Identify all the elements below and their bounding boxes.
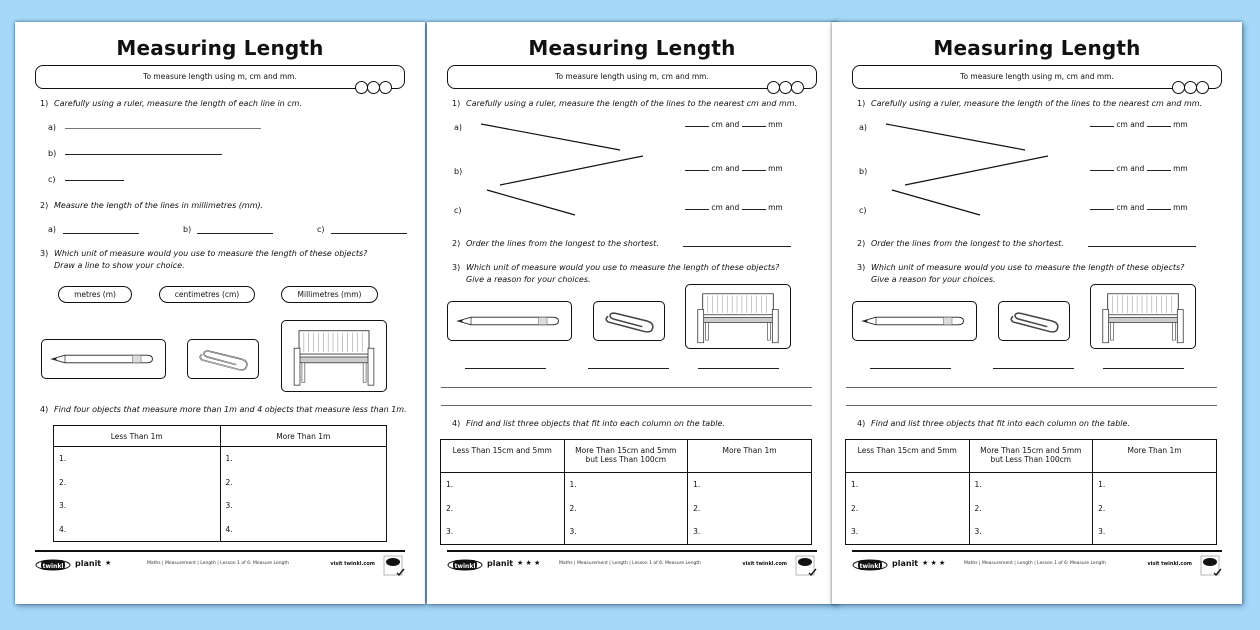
answer-table: [440, 439, 812, 545]
pencil-image-box: [447, 301, 572, 341]
unit-pill-metres[interactable]: metres (m): [58, 286, 132, 303]
reason-line-pencil[interactable]: [465, 368, 546, 369]
item-label-b: b): [454, 167, 463, 176]
item-label-a: a): [859, 123, 868, 132]
paperclip-image-box: [187, 339, 259, 379]
paperclip-icon: [999, 302, 1069, 340]
question-1: 1) Carefully using a ruler, measure the length of the lines to the nearest cm and mm.: [452, 99, 798, 108]
question-4: 4) Find and list three objects that fit into each column on the table.: [452, 419, 725, 428]
answer-cell[interactable]: 1. 2. 3.: [688, 473, 812, 545]
writing-line[interactable]: [846, 387, 1217, 388]
visit-link[interactable]: visit twinkl.com: [330, 561, 375, 567]
item-label-c: c): [317, 225, 325, 234]
pencil-icon: [448, 302, 571, 340]
quality-badge-icon: [1200, 555, 1222, 577]
unit-pill-centimetres[interactable]: centimetres (cm): [159, 286, 255, 303]
quality-badge-icon: [795, 555, 817, 577]
paperclip-image-box: [593, 301, 665, 341]
question-2: 2) Measure the length of the lines in millimetres (mm).: [40, 201, 264, 210]
quality-badge-icon: [383, 555, 405, 577]
answer-cell[interactable]: 1. 2. 3. 4.: [54, 447, 221, 542]
answer-cell[interactable]: 1. 2. 3. 4.: [220, 447, 387, 542]
measure-line-c: [65, 180, 124, 181]
lesson-breadcrumb: Maths | Measurement | Length | Lesson 1 of 6: Measure Length: [147, 561, 290, 566]
item-label-b: b): [859, 167, 868, 176]
reason-line-paperclip[interactable]: [993, 368, 1074, 369]
twinkl-logo-icon: [447, 557, 483, 573]
column-header: More Than 15cm and 5mm but Less Than 100cm: [564, 440, 688, 473]
footer-divider: [447, 550, 817, 552]
column-header: More Than 1m: [220, 426, 387, 447]
answer-line-c[interactable]: [331, 233, 407, 234]
footer-divider: [852, 550, 1222, 552]
question-2: 2) Order the lines from the longest to the shortest.: [452, 239, 659, 248]
objective-text: To measure length using m, cm and mm.: [960, 72, 1114, 81]
page-title: Measuring Length: [933, 36, 1141, 60]
answer-table: [53, 425, 387, 542]
bench-icon: [282, 321, 386, 391]
item-label-c: c): [48, 175, 56, 184]
worksheet-page-3: [832, 22, 1242, 604]
paperclip-icon: [594, 302, 664, 340]
lesson-breadcrumb: Maths | Measurement | Length | Lesson 1 of 6: Measure Length: [964, 561, 1107, 566]
column-header: More Than 1m: [688, 440, 812, 473]
answer-row-b[interactable]: cm and mm: [685, 164, 783, 173]
difficulty-stars: ★ ★ ★: [922, 559, 946, 567]
page-footer: [447, 555, 817, 577]
difficulty-stars: ★: [105, 559, 112, 567]
item-label-c: c): [454, 206, 462, 215]
page-footer: [852, 555, 1222, 577]
success-criteria-dots: [356, 81, 392, 94]
bench-image-box: [685, 284, 791, 349]
question-4: 4) Find and list three objects that fit into each column on the table.: [857, 419, 1130, 428]
twinkl-logo-icon: [35, 557, 71, 573]
slanted-lines: [832, 22, 1242, 252]
learning-objective: [35, 65, 405, 89]
item-label-c: c): [859, 206, 867, 215]
bench-image-box: [281, 320, 387, 392]
column-header: Less Than 1m: [54, 426, 221, 447]
order-answer-line[interactable]: [683, 246, 791, 247]
paperclip-image-box: [998, 301, 1070, 341]
visit-link[interactable]: visit twinkl.com: [742, 561, 787, 567]
column-header: More Than 15cm and 5mm but Less Than 100cm: [969, 440, 1093, 473]
answer-row-a[interactable]: cm and mm: [1090, 120, 1188, 129]
bench-image-box: [1090, 284, 1196, 349]
answer-cell[interactable]: 1. 2. 3.: [969, 473, 1093, 545]
answer-line-a[interactable]: [63, 233, 139, 234]
item-label-a: a): [48, 123, 57, 132]
bench-icon: [686, 285, 790, 348]
answer-table: [845, 439, 1217, 545]
unit-pill-millimetres[interactable]: Millimetres (mm): [281, 286, 378, 303]
planit-label: planit: [892, 559, 919, 568]
bench-icon: [1091, 285, 1195, 348]
reason-line-bench[interactable]: [1103, 368, 1184, 369]
visit-link[interactable]: visit twinkl.com: [1147, 561, 1192, 567]
slanted-lines: [427, 22, 837, 252]
question-3: 3) Which unit of measure would you use to measure the length of these objects? Give a reason for your choices.: [857, 263, 1185, 284]
reason-line-paperclip[interactable]: [588, 368, 669, 369]
reason-line-pencil[interactable]: [870, 368, 951, 369]
item-label-b: b): [183, 225, 192, 234]
reason-line-bench[interactable]: [698, 368, 779, 369]
planit-label: planit: [75, 559, 102, 568]
twinkl-logo-icon: [852, 557, 888, 573]
svg-text:twinkl: twinkl: [859, 563, 881, 570]
item-label-a: a): [454, 123, 463, 132]
page-title: Measuring Length: [116, 36, 324, 60]
question-3: 3) Which unit of measure would you use to measure the length of these objects? Draw a line to show your choice.: [40, 249, 368, 270]
measure-line-b: [65, 154, 222, 155]
planit-label: planit: [487, 559, 514, 568]
paperclip-icon: [188, 340, 258, 378]
lesson-breadcrumb: Maths | Measurement | Length | Lesson 1 of 6: Measure Length: [559, 561, 702, 566]
objective-text: To measure length using m, cm and mm.: [555, 72, 709, 81]
footer-divider: [35, 550, 405, 552]
svg-text:twinkl: twinkl: [42, 563, 64, 570]
column-header: Less Than 15cm and 5mm: [846, 440, 970, 473]
worksheet-page-2: [427, 22, 837, 604]
answer-row-b[interactable]: cm and mm: [1090, 164, 1188, 173]
difficulty-stars: ★ ★ ★: [517, 559, 541, 567]
column-header: More Than 1m: [1093, 440, 1217, 473]
answer-row-c[interactable]: cm and mm: [685, 203, 783, 212]
page-footer: [35, 555, 405, 577]
pencil-icon: [853, 302, 976, 340]
writing-line[interactable]: [441, 387, 812, 388]
answer-cell[interactable]: 1. 2. 3.: [441, 473, 565, 545]
answer-line-b[interactable]: [197, 233, 273, 234]
column-header: Less Than 15cm and 5mm: [441, 440, 565, 473]
item-label-a: a): [48, 225, 57, 234]
svg-text:twinkl: twinkl: [454, 563, 476, 570]
question-3: 3) Which unit of measure would you use to measure the length of these objects? Give a reason for your choices.: [452, 263, 780, 284]
writing-line[interactable]: [441, 405, 812, 406]
objective-text: To measure length using m, cm and mm.: [143, 72, 297, 81]
answer-cell[interactable]: 1. 2. 3.: [846, 473, 970, 545]
question-2: 2) Order the lines from the longest to the shortest.: [857, 239, 1064, 248]
measure-line-a: [65, 128, 261, 129]
order-answer-line[interactable]: [1088, 246, 1196, 247]
answer-cell[interactable]: 1. 2. 3.: [564, 473, 688, 545]
page-title: Measuring Length: [528, 36, 736, 60]
answer-row-c[interactable]: cm and mm: [1090, 203, 1188, 212]
answer-row-a[interactable]: cm and mm: [685, 120, 783, 129]
pencil-image-box: [41, 339, 166, 379]
writing-line[interactable]: [846, 405, 1217, 406]
worksheet-page-1: [15, 22, 425, 604]
item-label-b: b): [48, 149, 57, 158]
question-4: 4) Find four objects that measure more than 1m and 4 objects that measure less than 1m.: [40, 405, 407, 414]
question-1: 1) Carefully using a ruler, measure the length of each line in cm.: [40, 99, 303, 108]
question-1: 1) Carefully using a ruler, measure the length of the lines to the nearest cm and mm.: [857, 99, 1203, 108]
answer-cell[interactable]: 1. 2. 3.: [1093, 473, 1217, 545]
pencil-image-box: [852, 301, 977, 341]
pencil-icon: [42, 340, 165, 378]
